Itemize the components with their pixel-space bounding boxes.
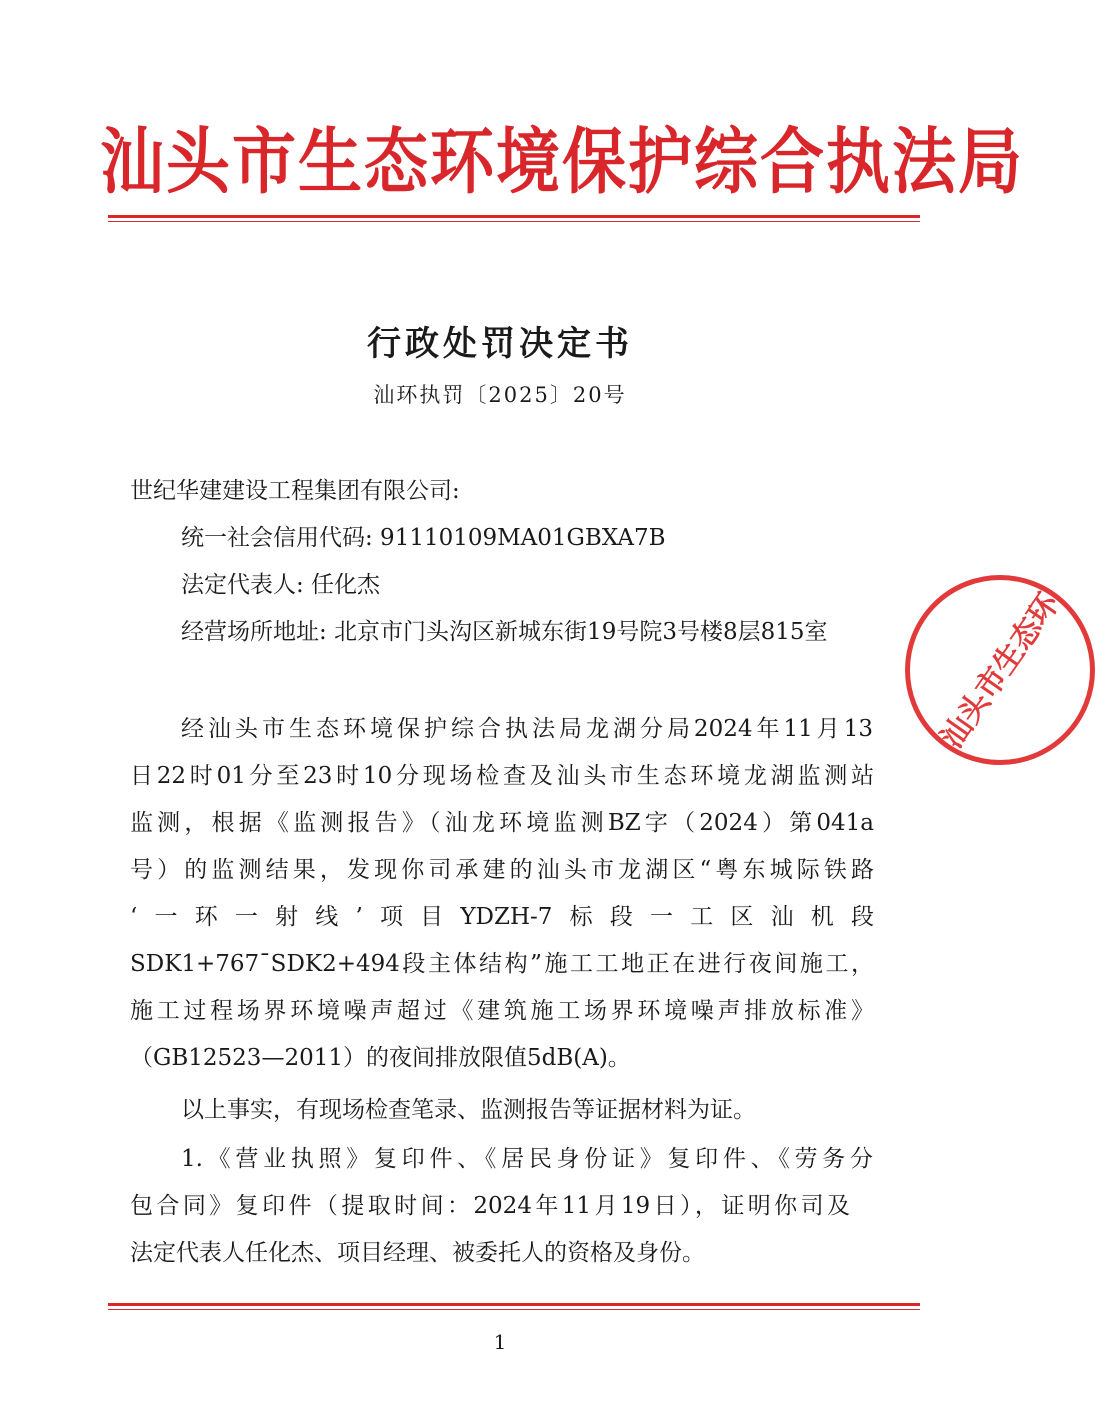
evidence-summary: 以上事实，有现场检查笔录、监测报告等证据材料为证。: [181, 1097, 756, 1123]
page-number: 1: [493, 1330, 507, 1354]
party-credit-code: 统一社会信用代码: 91110109MA01GBXA7B: [181, 525, 666, 551]
document-title: 行政处罚决定书: [367, 324, 633, 364]
footer-divider-thick: [108, 1303, 920, 1306]
party-address: 经营场所地址: 北京市门头沟区新城东街19号院3号楼8层815室: [181, 619, 828, 645]
body-paragraph-line: 日22时01分至23时10分现场检查及汕头市生态环境龙湖监测站: [130, 763, 874, 789]
body-paragraph-line: 号）的监测结果，发现你司承建的汕头市龙湖区“粤东城际铁路: [130, 857, 874, 883]
body-paragraph-line: SDK1+767¯SDK2+494段主体结构”施工工地正在进行夜间施工，: [130, 951, 874, 977]
body-paragraph-line: 经汕头市生态环境保护综合执法局龙湖分局2024年11月13: [181, 716, 873, 742]
party-legal-rep: 法定代表人: 任化杰: [181, 572, 381, 598]
body-paragraph-line: 施工过程场界环境噪声超过《建筑施工场界环境噪声排放标准》: [130, 998, 874, 1024]
document-number: 汕环执罚〔2025〕20号: [373, 383, 627, 407]
letterhead-divider-thin: [108, 221, 920, 222]
body-paragraph-line: （GB12523—2011）的夜间排放限值5dB(A)。: [130, 1045, 631, 1071]
letterhead-title: 汕头市生态环境保护综合执法局: [100, 121, 1024, 205]
body-paragraph-line: 监测，根据《监测报告》（汕龙环境监测BZ字（2024）第041a: [130, 810, 874, 836]
footer-divider-thin: [108, 1309, 920, 1310]
seal-text: 汕头市生态环: [934, 587, 1067, 755]
evidence-item-line: 1.《营业执照》复印件、《居民身份证》复印件、《劳务分: [181, 1146, 873, 1172]
letterhead-divider-thick: [108, 215, 920, 218]
evidence-item-line: 包合同》复印件（提取时间：2024年11月19日），证明你司及: [130, 1193, 850, 1219]
body-paragraph-line: ‘一环一射线’项目YDZH-7标段一工区汕机段: [130, 904, 874, 930]
party-company: 世纪华建建设工程集团有限公司:: [130, 478, 460, 504]
official-seal-stamp: [905, 575, 1095, 765]
evidence-item-line: 法定代表人任化杰、项目经理、被委托人的资格及身份。: [130, 1240, 705, 1266]
